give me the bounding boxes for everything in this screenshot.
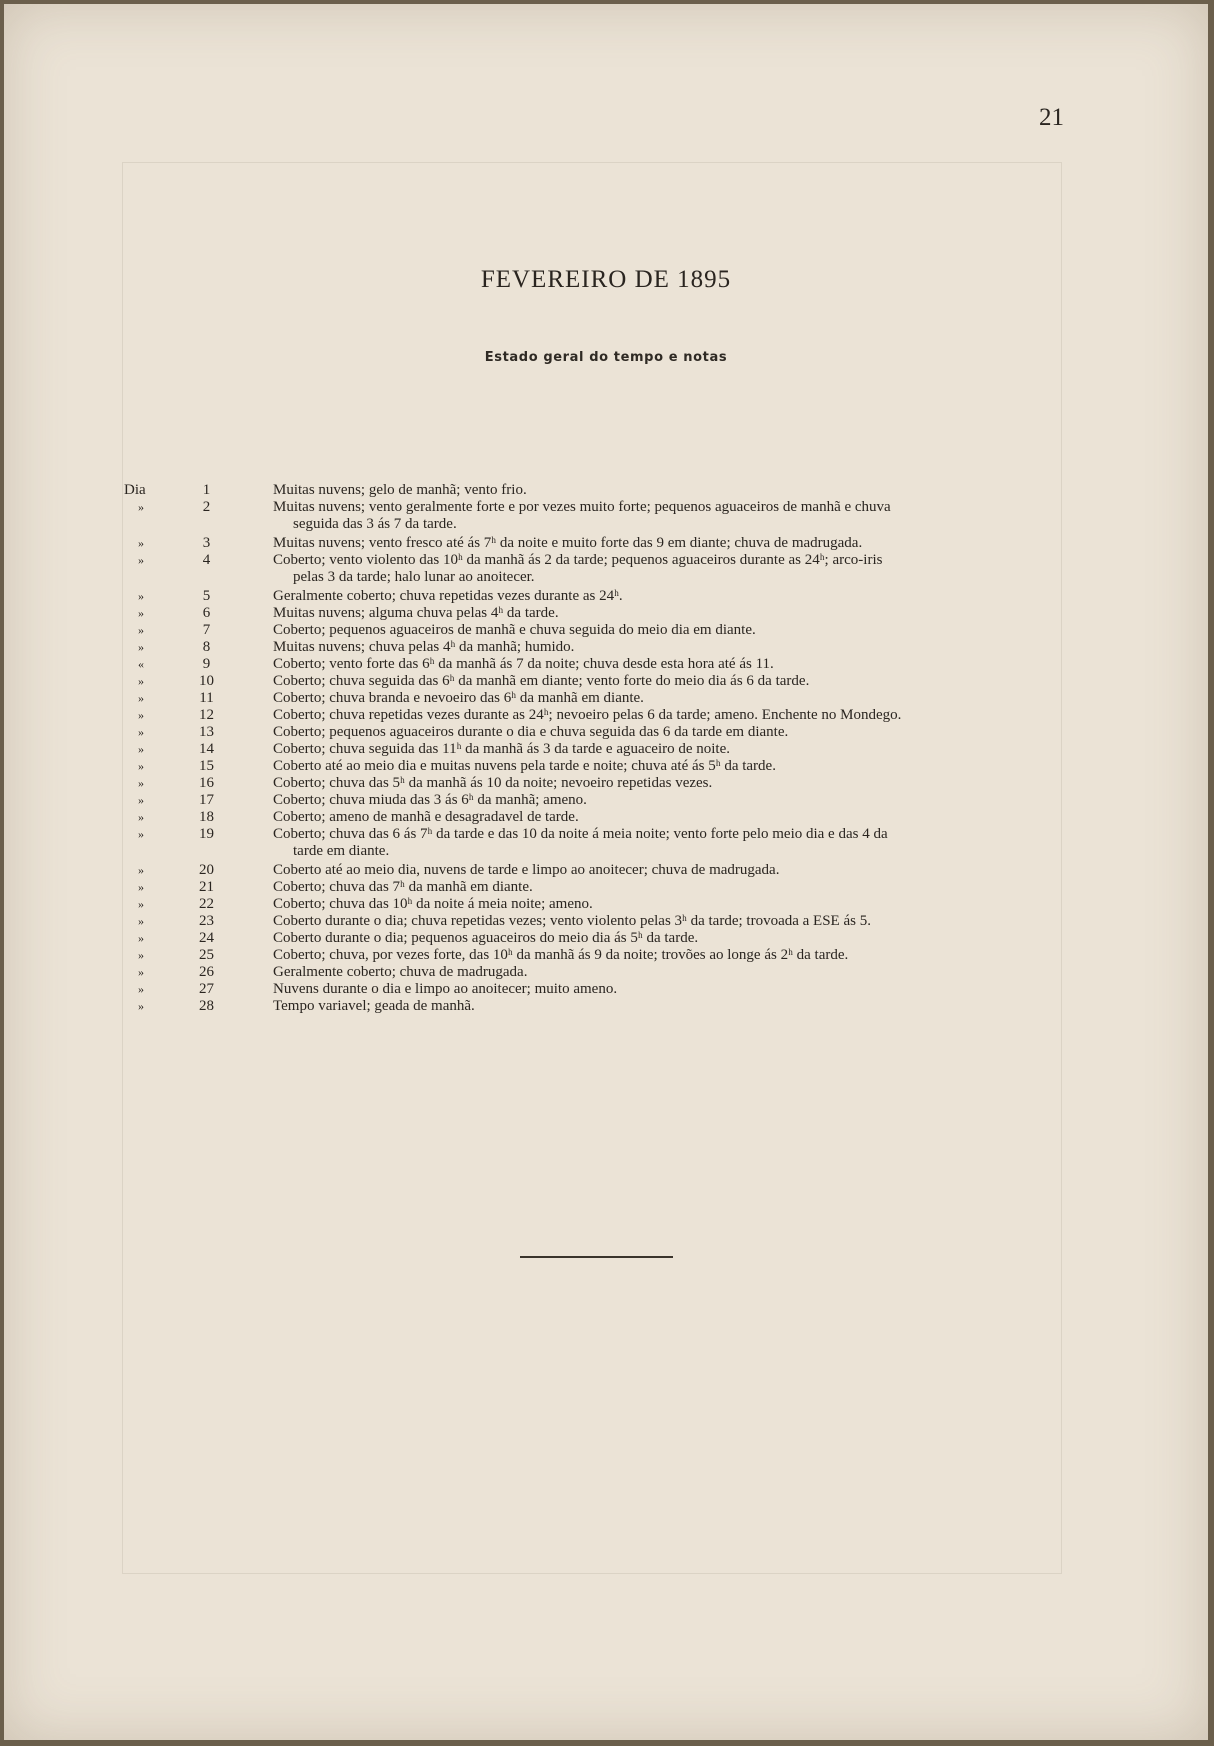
entry-text (273, 639, 1065, 656)
ditto-mark: » (138, 776, 144, 790)
ditto-mark: » (138, 691, 144, 705)
ditto-mark: » (138, 640, 144, 654)
entry-text-line: Coberto; chuva das 6 ás 7ʰ da tarde e das 10 da noite á meia noite; vento forte pelo meio dia e das 4 da (273, 826, 888, 842)
ditto-mark: » (138, 500, 144, 514)
day-number: 14 (199, 741, 214, 757)
day-number: 1 (202, 482, 211, 498)
page-title: FEVEREIRO DE 1895 (480, 266, 732, 293)
day-number: 17 (199, 792, 214, 808)
day-number: 19 (199, 826, 214, 842)
entry-text-line: Tempo variavel; geada de manhã. (273, 998, 475, 1014)
entry-text (273, 482, 1065, 499)
entry-text-line: Coberto; chuva seguida das 11ʰ da manhã ás 3 da tarde e aguaceiro de noite. (273, 741, 731, 757)
entry-text-line: Coberto até ao meio dia, nuvens de tarde e limpo ao anoitecer; chuva de madrugada. (273, 862, 780, 878)
ditto-mark: » (138, 759, 144, 773)
day-number: 4 (202, 552, 211, 568)
day-number: 7 (202, 622, 211, 638)
day-number: 10 (199, 673, 214, 689)
entry-text-line: Muitas nuvens; chuva pelas 4ʰ da manhã; humido. (273, 639, 575, 655)
entry-text-continuation: seguida das 3 ás 7 da tarde. (293, 515, 457, 532)
day-number: 23 (199, 913, 214, 929)
entry-text (273, 605, 1065, 622)
ditto-mark: » (138, 897, 144, 911)
day-number: 2 (202, 499, 211, 515)
entry-text (273, 862, 1065, 879)
ditto-mark: » (138, 931, 144, 945)
day-number: 8 (202, 639, 211, 655)
section-subtitle: Estado geral do tempo e notas (484, 350, 728, 365)
entry-text (273, 588, 1065, 605)
day-number: 11 (199, 690, 214, 706)
ditto-mark: » (138, 606, 144, 620)
entry-text (273, 809, 1065, 826)
entry-text-line: Muitas nuvens; vento fresco até ás 7ʰ da noite e muito forte das 9 em diante; chuva de madrugada. (273, 535, 863, 551)
ditto-mark: » (138, 589, 144, 603)
ditto-mark: « (138, 657, 144, 671)
entry-text-line: Coberto; pequenos aguaceiros de manhã e chuva seguida do meio dia em diante. (273, 622, 756, 638)
entry-text (273, 879, 1065, 896)
day-number: 28 (199, 998, 214, 1014)
entry-text-line: Nuvens durante o dia e limpo ao anoitecer; muito ameno. (273, 981, 618, 997)
ditto-mark: » (138, 725, 144, 739)
entry-text (273, 964, 1065, 981)
ditto-mark: » (138, 914, 144, 928)
entry-text-line: Coberto; vento forte das 6ʰ da manhã ás 7 da noite; chuva desde esta hora até ás 11. (273, 656, 774, 672)
entry-text (273, 998, 1065, 1015)
closing-rule (520, 1256, 673, 1258)
entry-text-line: Coberto; chuva branda e nevoeiro das 6ʰ da manhã em diante. (273, 690, 644, 706)
entry-text (273, 947, 1065, 964)
entry-text-line: Coberto; chuva das 10ʰ da noite á meia noite; ameno. (273, 896, 593, 912)
ditto-mark: » (138, 948, 144, 962)
entry-text (273, 758, 1065, 775)
ditto-mark: » (138, 623, 144, 637)
ditto-mark: » (138, 553, 144, 567)
entry-text (273, 707, 1065, 724)
entry-text (273, 913, 1065, 930)
entry-text-line: Coberto até ao meio dia e muitas nuvens pela tarde e noite; chuva até ás 5ʰ da tarde. (273, 758, 776, 774)
day-number: 5 (202, 588, 211, 604)
entry-text (273, 775, 1065, 792)
ditto-mark: » (138, 999, 144, 1013)
day-number: 25 (199, 947, 214, 963)
ditto-mark: » (138, 536, 144, 550)
day-number: 18 (199, 809, 214, 825)
entry-text-line: Coberto; chuva das 7ʰ da manhã em diante. (273, 879, 533, 895)
ditto-mark: » (138, 965, 144, 979)
day-number: 22 (199, 896, 214, 912)
ditto-mark: » (138, 810, 144, 824)
page (4, 4, 1208, 1740)
day-number: 13 (199, 724, 214, 740)
day-number: 9 (202, 656, 211, 672)
day-number: 3 (202, 535, 211, 551)
entry-text-continuation: tarde em diante. (293, 842, 390, 859)
ditto-mark: » (138, 708, 144, 722)
day-number: 24 (199, 930, 214, 946)
entry-text-line: Coberto durante o dia; pequenos aguaceiros do meio dia ás 5ʰ da tarde. (273, 930, 699, 946)
day-number: 16 (199, 775, 214, 791)
entry-text-line: Muitas nuvens; vento geralmente forte e por vezes muito forte; pequenos aguaceiros de manhã e chuva (273, 499, 891, 515)
entry-text (273, 930, 1065, 947)
entry-text-line: Coberto; chuva repetidas vezes durante as 24ʰ; nevoeiro pelas 6 da tarde; ameno. Enchente no Mondego. (273, 707, 902, 723)
entry-text-line: Muitas nuvens; alguma chuva pelas 4ʰ da tarde. (273, 605, 559, 621)
day-number: 21 (199, 879, 214, 895)
ditto-mark: » (138, 880, 144, 894)
ditto-mark: » (138, 674, 144, 688)
ditto-mark: » (138, 863, 144, 877)
entry-text (273, 690, 1065, 707)
entry-text-line: Coberto; chuva seguida das 6ʰ da manhã em diante; vento forte do meio dia ás 6 da tarde. (273, 673, 810, 689)
entry-text (273, 792, 1065, 809)
entry-text-continuation: pelas 3 da tarde; halo lunar ao anoitecer. (293, 568, 535, 585)
entry-text (273, 656, 1065, 673)
entry-text-line: Coberto; vento violento das 10ʰ da manhã ás 2 da tarde; pequenos aguaceiros durante as 24ʰ; arco-iris (273, 552, 883, 568)
ditto-mark: » (138, 742, 144, 756)
entry-text-line: Muitas nuvens; gelo de manhã; vento frio. (273, 482, 527, 498)
entry-text-line: Coberto; ameno de manhã e desagradavel de tarde. (273, 809, 579, 825)
day-number: 20 (199, 862, 214, 878)
entry-text (273, 826, 1065, 859)
day-number: 15 (199, 758, 214, 774)
ditto-mark: » (138, 793, 144, 807)
ditto-mark: » (138, 982, 144, 996)
entry-text (273, 622, 1065, 639)
entry-text (273, 896, 1065, 913)
entry-text (273, 673, 1065, 690)
day-number: 12 (199, 707, 214, 723)
entry-text-line: Geralmente coberto; chuva de madrugada. (273, 964, 528, 980)
entry-text-line: Coberto durante o dia; chuva repetidas vezes; vento violento pelas 3ʰ da tarde; trovoada a ESE ás 5. (273, 913, 871, 929)
day-number: 26 (199, 964, 214, 980)
ditto-mark: » (138, 827, 144, 841)
entry-text (273, 535, 1065, 552)
entry-text (273, 552, 1065, 585)
day-column-label: Dia (124, 482, 146, 498)
entry-text-line: Geralmente coberto; chuva repetidas vezes durante as 24ʰ. (273, 588, 623, 604)
entry-text-line: Coberto; chuva das 5ʰ da manhã ás 10 da noite; nevoeiro repetidas vezes. (273, 775, 713, 791)
entry-text (273, 741, 1065, 758)
entry-text-line: Coberto; chuva miuda das 3 ás 6ʰ da manhã; ameno. (273, 792, 587, 808)
day-number: 27 (199, 981, 214, 997)
entry-text-line: Coberto; chuva, por vezes forte, das 10ʰ da manhã ás 9 da noite; trovões ao longe ás 2ʰ da tarde. (273, 947, 849, 963)
entry-text-line: Coberto; pequenos aguaceiros durante o dia e chuva seguida das 6 da tarde em diante. (273, 724, 789, 740)
entry-text (273, 981, 1065, 998)
day-number: 6 (202, 605, 211, 621)
entry-text (273, 724, 1065, 741)
page-number: 21 (1039, 104, 1064, 131)
entry-text (273, 499, 1065, 532)
